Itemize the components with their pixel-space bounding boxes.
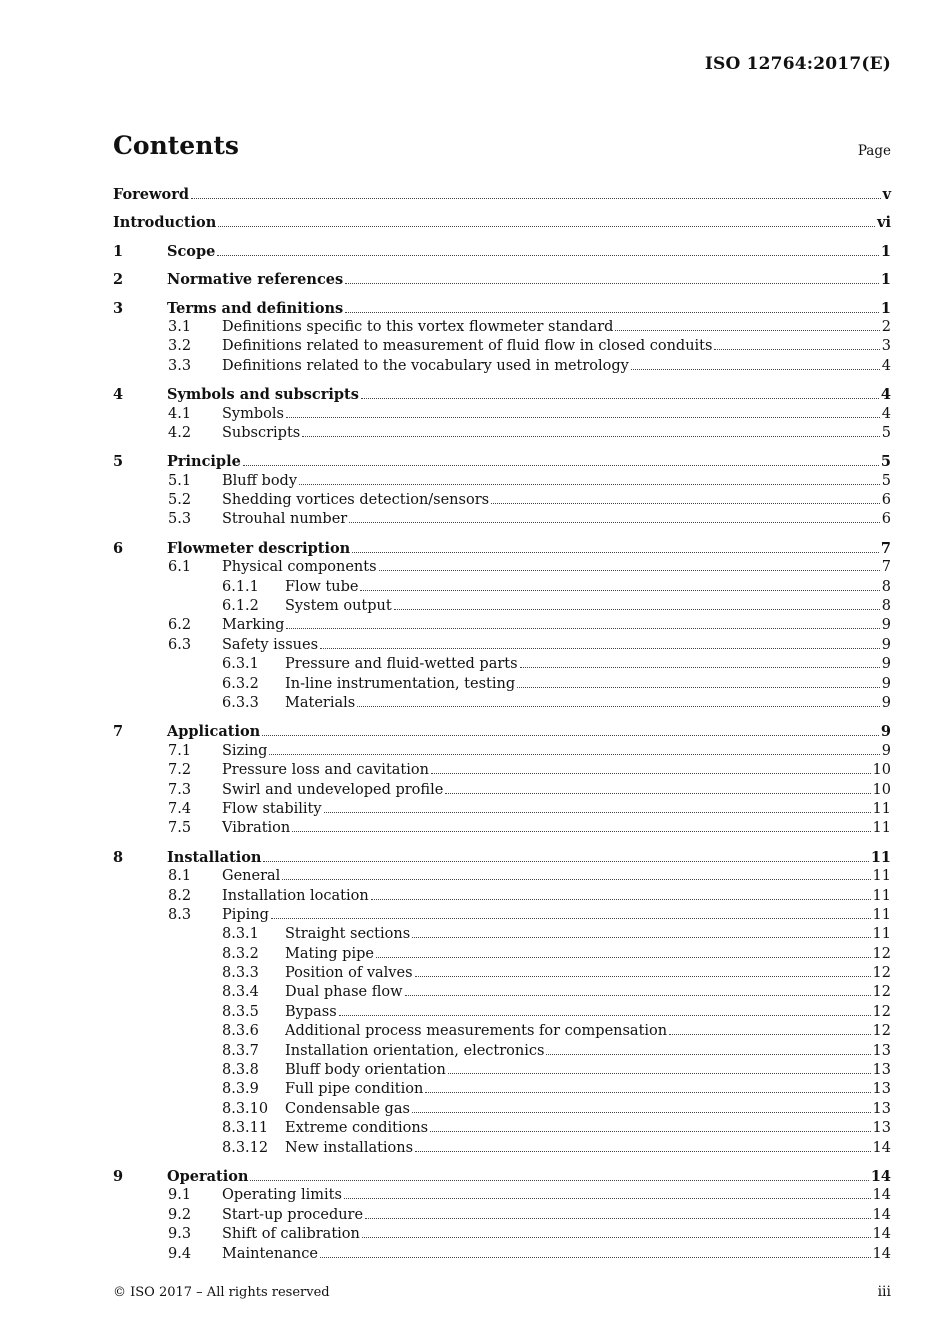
toc-entry-number: 5.1: [168, 472, 192, 489]
toc-entry[interactable]: [113, 925, 891, 944]
toc-entry-page: 14: [872, 1187, 891, 1204]
toc-entry-number: 7.3: [168, 781, 192, 798]
dot-leader: [379, 569, 880, 571]
toc-entry[interactable]: [113, 337, 891, 356]
dot-leader: [491, 502, 880, 504]
toc-entry-title: Shedding vortices detection/sensors: [222, 492, 490, 509]
dot-leader: [352, 551, 879, 553]
dot-leader: [631, 368, 880, 370]
toc-entry-number: 4: [113, 386, 124, 404]
toc-entry-page: 13: [872, 1042, 891, 1059]
toc-entry[interactable]: [113, 867, 891, 886]
dot-leader: [412, 1111, 871, 1113]
toc-entry-number: 3.1: [168, 318, 192, 335]
dot-leader: [250, 1179, 868, 1181]
toc-entry-page: 14: [872, 1245, 891, 1262]
toc-entry-number: 7.4: [168, 800, 192, 817]
dot-leader: [320, 647, 880, 649]
toc-entry-number: 8.3.9: [222, 1081, 259, 1098]
toc-entry-page: 12: [872, 1003, 891, 1020]
toc-entry-title: Operating limits: [222, 1187, 342, 1204]
dot-leader: [243, 464, 879, 466]
toc-entry-title: Normative references: [167, 271, 344, 289]
toc-entry-title: Additional process measurements for compensation: [285, 1023, 668, 1040]
toc-entry-title: Definitions specific to this vortex flowmeter standard: [222, 318, 614, 335]
toc-entry-page: 14: [872, 1206, 891, 1223]
dot-leader: [345, 311, 879, 313]
toc-entry-number: 6.2: [168, 617, 192, 634]
dot-leader: [415, 975, 871, 977]
toc-entry-number: 5.2: [168, 492, 192, 509]
toc-entry[interactable]: [113, 424, 891, 443]
toc-entry-title: System output: [285, 598, 392, 615]
toc-entry-title: Shift of calibration: [222, 1226, 360, 1243]
toc-entry-title: Marking: [222, 617, 285, 634]
toc-entry-page: 3: [881, 338, 891, 355]
dot-leader: [425, 1091, 870, 1093]
toc-entry-page: 8: [881, 578, 891, 595]
toc-entry[interactable]: [113, 636, 891, 655]
toc-entry-page: 6: [881, 492, 891, 509]
dot-leader: [448, 1072, 871, 1074]
toc-entry[interactable]: [113, 405, 891, 424]
toc-entry-page: 13: [872, 1120, 891, 1137]
toc-entry-number: 7.5: [168, 820, 192, 837]
page-title: Contents: [113, 131, 240, 160]
dot-leader: [415, 1150, 870, 1152]
toc-entry-page: 12: [872, 984, 891, 1001]
toc-entry-number: 8.3.5: [222, 1003, 259, 1020]
dot-leader: [282, 878, 870, 880]
page-column-label: Page: [857, 143, 891, 159]
toc-entry-title: Installation orientation, electronics: [285, 1042, 545, 1059]
toc-entry-title: Start-up procedure: [222, 1206, 364, 1223]
dot-leader: [669, 1033, 870, 1035]
toc-entry[interactable]: [113, 781, 891, 800]
toc-entry-number: 7: [113, 723, 124, 741]
toc-entry[interactable]: [113, 887, 891, 906]
toc-entry-number: 9: [113, 1167, 124, 1185]
toc-entry[interactable]: [113, 597, 891, 616]
toc-entry[interactable]: [113, 848, 891, 867]
toc-entry-page: 8: [881, 598, 891, 615]
dot-leader: [286, 416, 880, 418]
toc-entry-page: 13: [872, 1100, 891, 1117]
dot-leader: [191, 197, 881, 199]
toc-entry-page: 7: [880, 539, 891, 557]
toc-entry[interactable]: [113, 722, 891, 741]
toc-entry-number: 6.1: [168, 559, 192, 576]
toc-entry[interactable]: [113, 578, 891, 597]
toc-entry-page: 4: [881, 405, 891, 422]
toc-entry-number: 3.3: [168, 357, 192, 374]
toc-entry-page: 9: [881, 694, 891, 711]
toc-entry-page: 9: [881, 636, 891, 653]
toc-entry[interactable]: [113, 1080, 891, 1099]
toc-entry-number: 8.1: [168, 868, 192, 885]
toc-entry-title: Pressure loss and cavitation: [222, 762, 429, 779]
toc-entry-title: Installation: [167, 848, 262, 866]
toc-entry-title: Flow stability: [222, 800, 322, 817]
toc-entry-page: 9: [881, 617, 891, 634]
toc-entry-title: Mating pipe: [285, 945, 374, 962]
toc-entry-page: 14: [872, 1226, 891, 1243]
toc-entry-page: 1: [880, 242, 891, 260]
toc-entry-number: 4.1: [168, 405, 192, 422]
dot-leader: [412, 936, 870, 938]
dot-leader: [271, 917, 871, 919]
toc-entry-title: In-line instrumentation, testing: [285, 675, 516, 692]
toc-entry[interactable]: [113, 357, 891, 376]
toc-entry-title: Flowmeter description: [167, 539, 351, 557]
copyright-notice: © ISO 2017 – All rights reserved: [113, 1285, 330, 1300]
toc-entry-page: 9: [881, 742, 891, 759]
toc-entry-number: 6.3.3: [222, 694, 259, 711]
toc-entry[interactable]: [113, 472, 891, 491]
toc-entry-title: Definitions related to the vocabulary used in metrology: [222, 357, 629, 374]
toc-entry-title: Symbols: [222, 405, 284, 422]
table-of-contents: [113, 185, 891, 1264]
dot-leader: [269, 753, 879, 755]
toc-entry-title: Terms and definitions: [167, 299, 344, 317]
toc-entry[interactable]: [113, 906, 891, 925]
toc-entry-title: Full pipe condition: [285, 1081, 424, 1098]
dot-leader: [339, 1014, 871, 1016]
toc-entry[interactable]: [113, 800, 891, 819]
toc-entry-number: 5.3: [168, 511, 192, 528]
toc-entry-title: Straight sections: [285, 926, 411, 943]
dot-leader: [299, 483, 880, 485]
toc-entry-number: 8.3.10: [222, 1100, 269, 1117]
dot-leader: [286, 627, 879, 629]
dot-leader: [320, 1256, 871, 1258]
toc-entry-title: General: [222, 868, 281, 885]
dot-leader: [546, 1053, 870, 1055]
toc-entry-title: Swirl and undeveloped profile: [222, 781, 444, 798]
toc-entry-title: Operation: [167, 1167, 249, 1185]
toc-entry-title: Sizing: [222, 742, 268, 759]
toc-entry[interactable]: [113, 270, 891, 289]
toc-entry[interactable]: [113, 1042, 891, 1061]
toc-entry[interactable]: [113, 1167, 891, 1186]
toc-entry[interactable]: [113, 945, 891, 964]
toc-entry-title: Foreword: [113, 186, 189, 203]
dot-leader: [357, 705, 880, 707]
toc-entry[interactable]: [113, 1245, 891, 1264]
toc-entry[interactable]: [113, 1139, 891, 1158]
toc-entry-number: 6.1.1: [222, 578, 259, 595]
toc-entry-number: 7.2: [168, 762, 192, 779]
toc-entry-page: 11: [872, 926, 891, 943]
toc-entry-number: 6.1.2: [222, 598, 259, 615]
toc-entry-page: 7: [881, 559, 891, 576]
dot-leader: [324, 811, 871, 813]
toc-entry[interactable]: [113, 694, 891, 713]
toc-entry-page: 11: [872, 887, 891, 904]
toc-entry[interactable]: [113, 385, 891, 404]
toc-entry-page: 14: [870, 1167, 891, 1185]
toc-entry-number: 1: [113, 242, 124, 260]
toc-entry-title: Definitions related to measurement of fluid flow in closed conduits: [222, 338, 713, 355]
toc-entry-title: Symbols and subscripts: [167, 386, 359, 404]
toc-entry[interactable]: [113, 510, 891, 529]
toc-entry-page: 5: [881, 424, 891, 441]
toc-entry[interactable]: [113, 675, 891, 694]
toc-entry-page: 5: [880, 453, 891, 471]
toc-entry-number: 2: [113, 271, 124, 289]
toc-entry-title: Introduction: [113, 214, 217, 232]
toc-entry-number: 4.2: [168, 424, 192, 441]
toc-entry[interactable]: [113, 964, 891, 983]
dot-leader: [349, 521, 880, 523]
toc-entry-title: Materials: [285, 694, 356, 711]
toc-entry-number: 8: [113, 848, 124, 866]
toc-entry-number: 6.3.1: [222, 656, 259, 673]
dot-leader: [365, 1217, 870, 1219]
toc-entry-title: Piping: [222, 906, 269, 923]
toc-entry-page: v: [882, 186, 891, 203]
dot-leader: [376, 956, 871, 958]
toc-entry-number: 8.3.7: [222, 1042, 259, 1059]
toc-entry[interactable]: [113, 819, 891, 838]
dot-leader: [394, 608, 880, 610]
toc-entry-title: Bluff body orientation: [285, 1062, 446, 1079]
toc-entry[interactable]: [113, 491, 891, 510]
toc-entry-title: Maintenance: [222, 1245, 318, 1262]
toc-entry-page: 11: [872, 868, 891, 885]
toc-entry[interactable]: [113, 983, 891, 1002]
toc-entry-number: 9.3: [168, 1226, 192, 1243]
toc-entry-number: 6.3: [168, 636, 192, 653]
dot-leader: [430, 1130, 870, 1132]
toc-entry-number: 8.3.11: [222, 1120, 269, 1137]
toc-entry-title: Pressure and fluid-wetted parts: [285, 656, 518, 673]
toc-entry-page: 2: [881, 318, 891, 335]
dot-leader: [714, 348, 879, 350]
dot-leader: [262, 734, 879, 736]
toc-entry-title: Flow tube: [285, 578, 359, 595]
toc-entry-number: 3: [113, 299, 124, 317]
toc-entry-page: 11: [872, 800, 891, 817]
toc-entry[interactable]: [113, 242, 891, 261]
toc-entry[interactable]: [113, 616, 891, 635]
toc-entry[interactable]: [113, 185, 891, 204]
toc-entry-title: Strouhal number: [222, 511, 348, 528]
toc-entry-title: Bypass: [285, 1003, 337, 1020]
toc-entry-page: 14: [872, 1139, 891, 1156]
toc-entry[interactable]: [113, 1186, 891, 1205]
toc-entry-title: Safety issues: [222, 636, 319, 653]
toc-entry-number: 8.3.3: [222, 965, 259, 982]
toc-entry-page: 5: [881, 472, 891, 489]
toc-entry[interactable]: [113, 299, 891, 318]
toc-entry-title: Installation location: [222, 887, 369, 904]
toc-entry-number: 7.1: [168, 742, 192, 759]
toc-entry[interactable]: [113, 742, 891, 761]
toc-entry-number: 9.2: [168, 1206, 192, 1223]
dot-leader: [362, 1236, 871, 1238]
toc-entry-page: 9: [881, 656, 891, 673]
dot-leader: [360, 589, 879, 591]
toc-entry-title: Position of valves: [285, 965, 413, 982]
toc-entry-number: 8.3.1: [222, 926, 259, 943]
toc-entry-number: 6.3.2: [222, 675, 259, 692]
toc-entry-title: New installations: [285, 1139, 414, 1156]
toc-entry-number: 8.3.12: [222, 1139, 269, 1156]
toc-entry-page: 10: [872, 781, 891, 798]
toc-entry-page: 9: [881, 675, 891, 692]
toc-entry-page: 10: [872, 762, 891, 779]
toc-entry-page: 11: [872, 820, 891, 837]
toc-entry[interactable]: [113, 1003, 891, 1022]
toc-entry[interactable]: [113, 1206, 891, 1225]
toc-entry-number: 5: [113, 453, 124, 471]
dot-leader: [517, 686, 880, 688]
toc-entry[interactable]: [113, 452, 891, 471]
toc-entry-page: 13: [872, 1062, 891, 1079]
toc-entry-page: 12: [872, 965, 891, 982]
toc-entry-number: 9.4: [168, 1245, 192, 1262]
document-id: ISO 12764:2017(E): [704, 54, 891, 74]
toc-entry-title: Vibration: [222, 820, 291, 837]
toc-entry-page: 6: [881, 511, 891, 528]
toc-entry[interactable]: [113, 318, 891, 337]
dot-leader: [431, 772, 871, 774]
toc-entry-title: Bluff body: [222, 472, 298, 489]
dot-leader: [263, 860, 868, 862]
toc-entry-page: 1: [880, 299, 891, 317]
toc-entry-number: 8.3.6: [222, 1023, 259, 1040]
toc-entry-title: Application: [167, 723, 261, 741]
toc-entry-page: 11: [872, 906, 891, 923]
toc-entry[interactable]: [113, 1022, 891, 1041]
toc-entry-page: 4: [881, 357, 891, 374]
toc-entry[interactable]: [113, 213, 891, 232]
toc-entry-number: 8.3: [168, 906, 192, 923]
toc-entry-page: 12: [872, 945, 891, 962]
dot-leader: [217, 254, 879, 256]
toc-entry[interactable]: [113, 1119, 891, 1138]
toc-entry[interactable]: [113, 558, 891, 577]
toc-entry-number: 8.3.4: [222, 984, 259, 1001]
toc-entry-page: 12: [872, 1023, 891, 1040]
dot-leader: [371, 898, 871, 900]
toc-entry-title: Dual phase flow: [285, 984, 403, 1001]
dot-leader: [405, 994, 871, 996]
toc-entry-page: 9: [880, 723, 891, 741]
toc-entry-number: 8.2: [168, 887, 192, 904]
dot-leader: [361, 397, 879, 399]
page-number: iii: [877, 1284, 891, 1300]
dot-leader: [302, 435, 880, 437]
toc-entry-title: Scope: [167, 242, 216, 260]
dot-leader: [445, 792, 870, 794]
toc-entry-title: Condensable gas: [285, 1100, 410, 1117]
toc-entry-number: 9.1: [168, 1187, 192, 1204]
toc-entry[interactable]: [113, 1061, 891, 1080]
toc-entry-title: Physical components: [222, 559, 377, 576]
toc-entry-page: 11: [870, 848, 891, 866]
toc-entry[interactable]: [113, 761, 891, 780]
dot-leader: [345, 282, 879, 284]
toc-entry-number: 6: [113, 539, 124, 557]
toc-entry-page: 4: [880, 386, 891, 404]
toc-entry[interactable]: [113, 1225, 891, 1244]
dot-leader: [218, 225, 875, 227]
dot-leader: [292, 830, 870, 832]
toc-entry[interactable]: [113, 539, 891, 558]
toc-entry-title: Subscripts: [222, 424, 301, 441]
toc-entry-number: 8.3.2: [222, 945, 259, 962]
toc-entry-page: 13: [872, 1081, 891, 1098]
toc-entry[interactable]: [113, 655, 891, 674]
toc-entry-page: vi: [877, 214, 891, 232]
toc-entry-page: 1: [880, 271, 891, 289]
toc-entry-number: 8.3.8: [222, 1062, 259, 1079]
toc-entry[interactable]: [113, 1100, 891, 1119]
toc-entry-title: Extreme conditions: [285, 1120, 429, 1137]
toc-entry-number: 3.2: [168, 338, 192, 355]
dot-leader: [344, 1197, 871, 1199]
dot-leader: [520, 666, 880, 668]
toc-entry-title: Principle: [167, 453, 241, 471]
dot-leader: [615, 329, 879, 331]
